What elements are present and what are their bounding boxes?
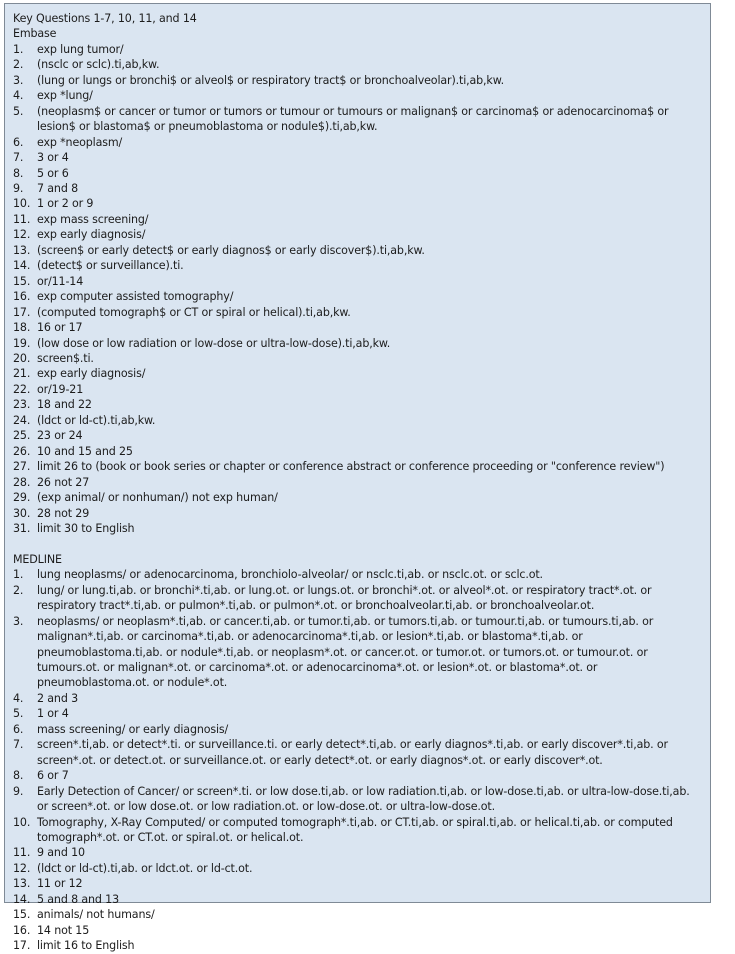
- search-line: [13, 506, 702, 521]
- embase-heading: Embase: [13, 27, 57, 41]
- search-line: [13, 490, 702, 505]
- line-query: 9 and 10: [37, 846, 85, 860]
- line-query: 5 or 6: [37, 166, 69, 180]
- line-query: screen*.ti,ab. or detect*.ti. or surveillance.ti. or early detect*.ti,ab. or early diagnos*.ti,ab. or early discover*.ti,ab. or screen*.ot. or detect.ot. or surveillance.ot. or early detect*.ot. or early diagnos*.ot. or early discover*.ot.: [37, 738, 668, 767]
- line-query: (low dose or low radiation or low-dose or ultra-low-dose).ti,ab,kw.: [37, 336, 391, 350]
- line-query: mass screening/ or early diagnosis/: [37, 722, 229, 736]
- line-query: limit 26 to (book or book series or chapter or conference abstract or conference proceeding or "conference review"): [37, 460, 665, 474]
- search-line: [13, 907, 702, 922]
- line-number: 23.: [13, 398, 31, 412]
- search-line: [13, 227, 702, 242]
- medline-search-lines: [13, 567, 702, 953]
- line-query: exp mass screening/: [37, 212, 149, 226]
- line-number: 3.: [13, 73, 24, 87]
- line-query: exp early diagnosis/: [37, 367, 146, 381]
- search-line: [13, 413, 702, 428]
- search-line: [13, 737, 702, 768]
- line-number: 5.: [13, 707, 24, 721]
- search-line: [13, 366, 702, 381]
- search-strategy-panel: [4, 3, 711, 953]
- search-line: [13, 305, 702, 320]
- line-query: limit 16 to English: [37, 939, 135, 953]
- line-number: 7.: [13, 738, 24, 752]
- line-number: 15.: [13, 908, 31, 922]
- line-number: 8.: [13, 769, 24, 783]
- line-number: 13.: [13, 877, 31, 891]
- line-number: 17.: [13, 939, 31, 953]
- line-number: 9.: [13, 181, 24, 195]
- search-line: [13, 135, 702, 150]
- search-line: [13, 104, 702, 135]
- search-line: [13, 923, 702, 938]
- search-line: [13, 397, 702, 412]
- line-query: (detect$ or surveillance).ti.: [37, 259, 184, 273]
- line-number: 6.: [13, 722, 24, 736]
- line-query: or/11-14: [37, 274, 84, 288]
- line-number: 3.: [13, 614, 24, 628]
- line-query: 7 and 8: [37, 181, 78, 195]
- line-query: 1 or 2 or 9: [37, 197, 94, 211]
- search-line: [13, 521, 702, 536]
- line-number: 11.: [13, 212, 31, 226]
- search-line: [13, 444, 702, 459]
- search-line: [13, 784, 702, 815]
- line-query: 3 or 4: [37, 151, 69, 165]
- search-line: [13, 861, 702, 876]
- line-number: 28.: [13, 475, 31, 489]
- line-number: 5.: [13, 104, 24, 118]
- search-line: [13, 567, 702, 582]
- search-line: [13, 243, 702, 258]
- search-line: [13, 892, 702, 907]
- line-number: 27.: [13, 460, 31, 474]
- search-line: [13, 289, 702, 304]
- line-query: 5 and 8 and 13: [37, 892, 119, 906]
- embase-search-lines: [13, 42, 702, 537]
- line-query: lung neoplasms/ or adenocarcinoma, bronchiolo-alveolar/ or nsclc.ti,ab. or nsclc.ot. or sclc.ot.: [37, 568, 543, 582]
- key-questions-heading: Key Questions 1-7, 10, 11, and 14: [13, 12, 197, 25]
- line-query: exp early diagnosis/: [37, 228, 146, 242]
- line-query: lung/ or lung.ti,ab. or bronchi*.ti,ab. or lung.ot. or lungs.ot. or bronchi*.ot. or alveol*.ot. or respiratory tract*.ot. or respiratory tract*.ti,ab. or pulmon*.ti,ab. or pulmon*.ot. or bronchoalveolar.ti,ab. or bronchoalveolar.ot.: [37, 583, 652, 613]
- search-line: [13, 73, 702, 88]
- line-number: 31.: [13, 521, 31, 535]
- search-line: [13, 181, 702, 196]
- search-line: [13, 815, 702, 846]
- line-number: 9.: [13, 784, 24, 798]
- search-line: [13, 212, 702, 227]
- line-number: 7.: [13, 151, 24, 165]
- search-line: [13, 57, 702, 72]
- medline-heading: MEDLINE: [13, 552, 62, 566]
- line-number: 4.: [13, 89, 24, 103]
- line-query: Early Detection of Cancer/ or screen*.ti. or low dose.ti,ab. or low radiation.ti,ab. or low-dose.ti,ab. or ultra-low-dose.ti,ab. or screen*.ot. or low dose.ot. or low radiation.ot. or low-dose.ot. or ultra-low-dose.ot.: [37, 784, 690, 814]
- line-query: (screen$ or early detect$ or early diagnos$ or early discover$).ti,ab,kw.: [37, 243, 425, 257]
- line-query: 10 and 15 and 25: [37, 444, 133, 458]
- search-line: [13, 475, 702, 490]
- search-line: [13, 382, 702, 397]
- line-number: 16.: [13, 290, 31, 304]
- line-number: 1.: [13, 42, 24, 56]
- search-line: [13, 320, 702, 335]
- line-number: 6.: [13, 135, 24, 149]
- search-line: [13, 706, 702, 721]
- line-number: 19.: [13, 336, 31, 350]
- search-line: [13, 583, 702, 614]
- line-number: 4.: [13, 691, 24, 705]
- search-line: [13, 938, 702, 953]
- line-query: 6 or 7: [37, 769, 69, 783]
- search-line: [13, 166, 702, 181]
- line-query: 2 and 3: [37, 691, 78, 705]
- line-number: 21.: [13, 367, 31, 381]
- line-query: exp *lung/: [37, 89, 93, 103]
- search-line: [13, 768, 702, 783]
- line-query: (ldct or ld-ct).ti,ab,kw.: [37, 413, 156, 427]
- line-number: 14.: [13, 259, 31, 273]
- line-number: 10.: [13, 197, 31, 211]
- line-number: 16.: [13, 923, 31, 937]
- line-query: (lung or lungs or bronchi$ or alveol$ or respiratory tract$ or bronchoalveolar).ti,ab,kw.: [37, 73, 504, 87]
- line-number: 29.: [13, 491, 31, 505]
- line-query: 26 not 27: [37, 475, 90, 489]
- search-line: [13, 691, 702, 706]
- line-number: 13.: [13, 243, 31, 257]
- section-spacer: [13, 536, 702, 551]
- line-number: 2.: [13, 583, 24, 597]
- line-query: (computed tomograph$ or CT or spiral or helical).ti,ab,kw.: [37, 305, 351, 319]
- line-query: 16 or 17: [37, 321, 83, 335]
- search-line: [13, 876, 702, 891]
- search-line: [13, 722, 702, 737]
- search-line: [13, 150, 702, 165]
- line-number: 8.: [13, 166, 24, 180]
- search-line: [13, 274, 702, 289]
- line-query: 18 and 22: [37, 398, 92, 412]
- line-query: (exp animal/ or nonhuman/) not exp human/: [37, 491, 278, 505]
- line-query: exp computer assisted tomography/: [37, 290, 234, 304]
- search-line: [13, 459, 702, 474]
- line-query: limit 30 to English: [37, 521, 135, 535]
- search-line: [13, 428, 702, 443]
- line-number: 15.: [13, 274, 31, 288]
- search-line: [13, 351, 702, 366]
- line-query: (neoplasm$ or cancer or tumor or tumors or tumour or tumours or malignan$ or carcinoma$ or adenocarcinoma$ or lesion$ or blastoma$ or pneumoblastoma or nodule$).ti,ab,kw.: [37, 104, 669, 134]
- search-line: [13, 336, 702, 351]
- line-number: 2.: [13, 58, 24, 72]
- line-query: (nsclc or sclc).ti,ab,kw.: [37, 58, 160, 72]
- search-line: [13, 614, 702, 691]
- line-number: 14.: [13, 892, 31, 906]
- line-number: 10.: [13, 815, 31, 829]
- line-number: 30.: [13, 506, 31, 520]
- line-query: screen$.ti.: [37, 351, 94, 365]
- search-line: [13, 258, 702, 273]
- line-query: 1 or 4: [37, 707, 69, 721]
- line-query: neoplasms/ or neoplasm*.ti,ab. or cancer.ti,ab. or tumor.ti,ab. or tumors.ti,ab. or tumour.ti,ab. or tumours.ti,ab. or malignan*.ti,ab. or carcinoma*.ti,ab. or adenocarcinoma*.ti,ab. or lesion*.ti,ab. or blastoma*.ti,ab. or pneumoblastoma.ti,ab. or nodule*.ti,ab. or neoplasm*.ot. or cancer.ot. or tumor.ot. or tumors.ot. or tumour.ot. or tumours.ot. or malignan*.ot. or carcinoma*.ot. or adenocarcinoma*.ot. or lesion*.ot. or blastoma*.ot. or pneumoblastoma.ot. or nodule*.ot.: [37, 614, 654, 690]
- search-line: [13, 88, 702, 103]
- line-query: 14 not 15: [37, 923, 90, 937]
- line-query: 28 not 29: [37, 506, 90, 520]
- line-query: animals/ not humans/: [37, 908, 155, 922]
- search-line: [13, 845, 702, 860]
- line-query: exp *neoplasm/: [37, 135, 123, 149]
- line-number: 1.: [13, 568, 24, 582]
- line-number: 12.: [13, 228, 31, 242]
- line-query: (ldct or ld-ct).ti,ab. or ldct.ot. or ld-ct.ot.: [37, 861, 253, 875]
- line-number: 22.: [13, 382, 31, 396]
- line-query: exp lung tumor/: [37, 42, 124, 56]
- line-query: or/19-21: [37, 382, 84, 396]
- line-number: 26.: [13, 444, 31, 458]
- line-number: 25.: [13, 429, 31, 443]
- line-number: 17.: [13, 305, 31, 319]
- line-number: 18.: [13, 321, 31, 335]
- search-line: [13, 196, 702, 211]
- line-number: 11.: [13, 846, 31, 860]
- line-number: 12.: [13, 861, 31, 875]
- line-number: 20.: [13, 351, 31, 365]
- line-query: 11 or 12: [37, 877, 83, 891]
- search-line: [13, 42, 702, 57]
- line-query: 23 or 24: [37, 429, 83, 443]
- line-query: Tomography, X-Ray Computed/ or computed tomograph*.ti,ab. or CT.ti,ab. or spiral.ti,ab. or helical.ti,ab. or computed tomograph*.ot. or CT.ot. or spiral.ot. or helical.ot.: [37, 815, 673, 844]
- line-number: 24.: [13, 413, 31, 427]
